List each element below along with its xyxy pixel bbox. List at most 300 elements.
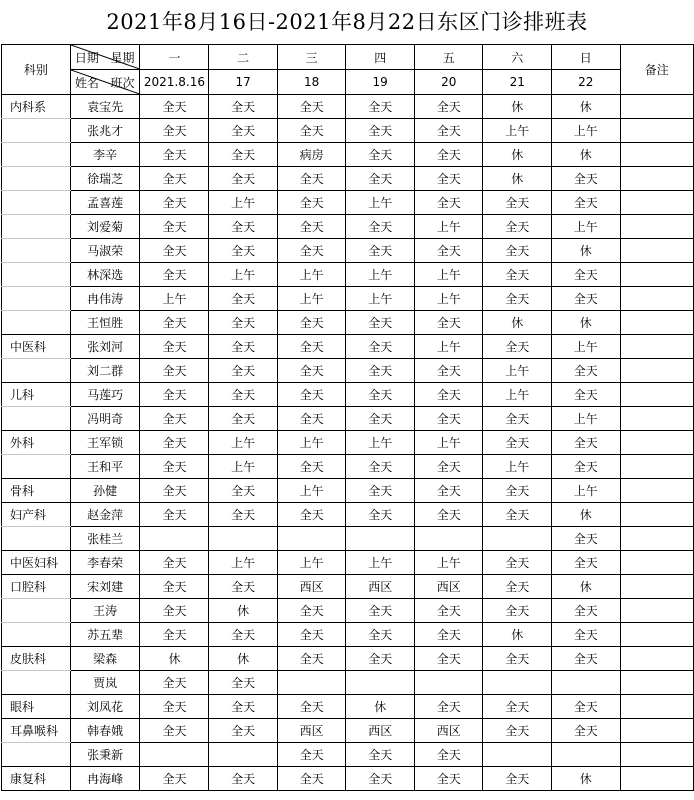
shift-cell: 全天: [140, 431, 209, 455]
shift-cell: 全天: [414, 239, 483, 263]
shift-cell: 全天: [140, 383, 209, 407]
shift-cell: 全天: [209, 335, 278, 359]
table-row: [2, 263, 694, 287]
doctor-name-cell: 李辛: [70, 143, 140, 167]
shift-cell: 全天: [483, 767, 552, 791]
shift-cell: 上午: [209, 455, 278, 479]
shift-cell: 全天: [551, 263, 620, 287]
shift-cell: 全天: [209, 95, 278, 119]
doctor-name-cell: 张兆才: [70, 119, 140, 143]
dept-cell: [2, 215, 71, 239]
shift-cell: 西区: [346, 575, 415, 599]
doctor-name-cell: 宋刘建: [70, 575, 140, 599]
weekday-header: 二: [209, 45, 278, 70]
date-header: 19: [346, 70, 415, 95]
dept-cell: 康复科: [2, 767, 71, 791]
shift-cell: 全天: [414, 455, 483, 479]
shift-cell: 全天: [277, 335, 346, 359]
shift-cell: 全天: [346, 95, 415, 119]
shift-cell: 全天: [483, 695, 552, 719]
shift-cell: [483, 743, 552, 767]
schedule-table: [1, 44, 694, 791]
shift-cell: 上午: [414, 215, 483, 239]
doctor-name-cell: 李春荣: [70, 551, 140, 575]
shift-cell: 全天: [483, 239, 552, 263]
shift-cell: 全天: [140, 95, 209, 119]
shift-cell: 上午: [414, 551, 483, 575]
shift-cell: 全天: [414, 119, 483, 143]
table-row: [2, 719, 694, 743]
notes-cell: [620, 719, 694, 743]
shift-cell: 全天: [483, 263, 552, 287]
table-row: [2, 383, 694, 407]
doctor-name-cell: 梁森: [70, 647, 140, 671]
date-week-corner: [70, 45, 140, 70]
shift-cell: 上午: [551, 119, 620, 143]
shift-cell: 全天: [483, 719, 552, 743]
shift-cell: 休: [483, 167, 552, 191]
shift-cell: 上午: [277, 551, 346, 575]
dept-cell: 耳鼻喉科: [2, 719, 71, 743]
shift-cell: 全天: [277, 191, 346, 215]
shift-cell: 全天: [346, 335, 415, 359]
shift-cell: 上午: [551, 479, 620, 503]
shift-cell: 全天: [346, 599, 415, 623]
weekday-header: 五: [414, 45, 483, 70]
shift-cell: 全天: [209, 503, 278, 527]
shift-cell: 全天: [140, 143, 209, 167]
doctor-name-cell: 林深选: [70, 263, 140, 287]
table-row: [2, 431, 694, 455]
table-row: [2, 167, 694, 191]
shift-cell: [140, 743, 209, 767]
table-row: [2, 623, 694, 647]
doctor-name-cell: 王恒胜: [70, 311, 140, 335]
shift-cell: 全天: [209, 383, 278, 407]
shift-cell: 全天: [140, 575, 209, 599]
shift-cell: 全天: [277, 599, 346, 623]
shift-cell: 上午: [551, 407, 620, 431]
table-row: [2, 767, 694, 791]
shift-cell: 全天: [346, 479, 415, 503]
notes-cell: [620, 623, 694, 647]
dept-cell: 中医科: [2, 335, 71, 359]
shift-cell: 全天: [551, 599, 620, 623]
notes-cell: [620, 95, 694, 119]
shift-cell: 上午: [483, 119, 552, 143]
shift-cell: 休: [551, 503, 620, 527]
shift-cell: 全天: [277, 167, 346, 191]
shift-cell: 全天: [414, 191, 483, 215]
shift-cell: 全天: [277, 695, 346, 719]
date-header: 18: [277, 70, 346, 95]
date-header: 22: [551, 70, 620, 95]
notes-cell: [620, 431, 694, 455]
notes-cell: [620, 191, 694, 215]
shift-cell: 全天: [140, 767, 209, 791]
shift-cell: 全天: [140, 239, 209, 263]
notes-cell: [620, 671, 694, 695]
shift-cell: 上午: [277, 287, 346, 311]
shift-cell: 全天: [346, 647, 415, 671]
shift-cell: 全天: [209, 143, 278, 167]
week-label: 星期: [110, 51, 135, 65]
shift-cell: 全天: [209, 167, 278, 191]
shift-cell: 全天: [414, 311, 483, 335]
shift-cell: 全天: [209, 311, 278, 335]
shift-cell: 上午: [414, 431, 483, 455]
shift-cell: 全天: [414, 743, 483, 767]
dept-cell: 内科系: [2, 95, 71, 119]
notes-cell: [620, 767, 694, 791]
shift-cell: 全天: [140, 551, 209, 575]
shift-cell: 全天: [551, 719, 620, 743]
shift-cell: 全天: [551, 191, 620, 215]
shift-cell: [346, 527, 415, 551]
shift-cell: 全天: [414, 167, 483, 191]
dept-cell: 外科: [2, 431, 71, 455]
table-row: [2, 527, 694, 551]
shift-cell: 全天: [551, 359, 620, 383]
header-row-dates: [2, 70, 694, 95]
shift-cell: 全天: [140, 359, 209, 383]
shift-cell: 全天: [346, 359, 415, 383]
doctor-name-cell: 张秉新: [70, 743, 140, 767]
shift-cell: 休: [551, 311, 620, 335]
shift-cell: [551, 743, 620, 767]
notes-cell: [620, 695, 694, 719]
shift-cell: 西区: [346, 719, 415, 743]
shift-cell: [140, 527, 209, 551]
shift-cell: 休: [551, 575, 620, 599]
dept-cell: [2, 599, 71, 623]
table-row: [2, 599, 694, 623]
shift-cell: 全天: [483, 599, 552, 623]
shift-cell: 上午: [483, 359, 552, 383]
notes-cell: [620, 575, 694, 599]
shift-cell: 全天: [346, 767, 415, 791]
shift-cell: 全天: [414, 143, 483, 167]
shift-cell: 全天: [140, 479, 209, 503]
shift-cell: 全天: [140, 263, 209, 287]
dept-cell: [2, 743, 71, 767]
table-row: [2, 359, 694, 383]
notes-cell: [620, 311, 694, 335]
shift-cell: 全天: [414, 503, 483, 527]
shift-cell: 全天: [551, 287, 620, 311]
table-row: [2, 671, 694, 695]
shift-cell: 全天: [277, 407, 346, 431]
shift-cell: 全天: [346, 743, 415, 767]
shift-cell: [483, 671, 552, 695]
shift-cell: 全天: [483, 647, 552, 671]
dept-cell: [2, 239, 71, 263]
shift-cell: 全天: [483, 287, 552, 311]
table-row: [2, 455, 694, 479]
shift-cell: 全天: [277, 311, 346, 335]
table-row: [2, 575, 694, 599]
notes-cell: [620, 215, 694, 239]
notes-cell: [620, 335, 694, 359]
shift-cell: [277, 527, 346, 551]
shift-cell: 全天: [140, 335, 209, 359]
dept-cell: 中医妇科: [2, 551, 71, 575]
dept-cell: 妇产科: [2, 503, 71, 527]
shift-cell: 上午: [414, 263, 483, 287]
shift-cell: 全天: [277, 455, 346, 479]
shift-cell: 全天: [277, 383, 346, 407]
shift-cell: 全天: [414, 95, 483, 119]
page-title: 2021年8月16日-2021年8月22日东区门诊排班表: [106, 10, 588, 34]
weekday-header: 六: [483, 45, 552, 70]
shift-cell: 上午: [346, 431, 415, 455]
shift-cell: 全天: [346, 383, 415, 407]
doctor-name-cell: 张桂兰: [70, 527, 140, 551]
name-shift-corner: [70, 70, 140, 95]
shift-cell: 全天: [483, 503, 552, 527]
shift-cell: 全天: [209, 119, 278, 143]
shift-cell: 西区: [414, 575, 483, 599]
shift-cell: 全天: [346, 407, 415, 431]
notes-cell: [620, 479, 694, 503]
shift-cell: 休: [551, 95, 620, 119]
shift-cell: 全天: [140, 695, 209, 719]
shift-cell: 全天: [414, 479, 483, 503]
date-header: 2021.8.16: [140, 70, 209, 95]
dept-cell: [2, 311, 71, 335]
notes-cell: [620, 239, 694, 263]
table-row: [2, 143, 694, 167]
doctor-name-cell: 孙健: [70, 479, 140, 503]
shift-cell: 上午: [277, 263, 346, 287]
dept-cell: [2, 143, 71, 167]
shift-cell: 全天: [140, 623, 209, 647]
doctor-name-cell: 刘二群: [70, 359, 140, 383]
shift-cell: 全天: [551, 647, 620, 671]
shift-cell: 全天: [209, 695, 278, 719]
dept-cell: 眼科: [2, 695, 71, 719]
dept-cell: [2, 359, 71, 383]
shift-cell: 全天: [140, 407, 209, 431]
shift-cell: 全天: [209, 407, 278, 431]
notes-cell: [620, 647, 694, 671]
shift-cell: 全天: [414, 623, 483, 647]
shift-cell: 全天: [209, 719, 278, 743]
shift-cell: 全天: [414, 695, 483, 719]
shift-cell: [346, 671, 415, 695]
shift-cell: 上午: [346, 551, 415, 575]
shift-cell: 休: [483, 143, 552, 167]
shift-cell: 全天: [551, 527, 620, 551]
shift-cell: 全天: [551, 623, 620, 647]
notes-cell: [620, 167, 694, 191]
dept-cell: [2, 527, 71, 551]
shift-cell: 休: [551, 239, 620, 263]
shift-cell: 上午: [551, 335, 620, 359]
doctor-name-cell: 王军锁: [70, 431, 140, 455]
notes-header: 备注: [620, 45, 694, 95]
shift-cell: 全天: [414, 767, 483, 791]
shift-cell: 上午: [277, 431, 346, 455]
shift-cell: 全天: [551, 383, 620, 407]
dept-cell: [2, 263, 71, 287]
shift-cell: 全天: [277, 239, 346, 263]
shift-cell: 全天: [140, 455, 209, 479]
table-row: [2, 119, 694, 143]
shift-cell: 全天: [483, 407, 552, 431]
doctor-name-cell: 冉伟涛: [70, 287, 140, 311]
shift-cell: 全天: [346, 167, 415, 191]
table-row: [2, 407, 694, 431]
shift-cell: 全天: [140, 503, 209, 527]
dept-cell: 口腔科: [2, 575, 71, 599]
weekday-header: 日: [551, 45, 620, 70]
doctor-name-cell: 马莲巧: [70, 383, 140, 407]
shift-cell: 上午: [414, 287, 483, 311]
shift-cell: 全天: [414, 383, 483, 407]
shift-cell: 全天: [140, 671, 209, 695]
doctor-name-cell: 孟喜莲: [70, 191, 140, 215]
dept-cell: [2, 623, 71, 647]
table-row: [2, 287, 694, 311]
shift-cell: 全天: [551, 167, 620, 191]
notes-cell: [620, 551, 694, 575]
weekday-header: 一: [140, 45, 209, 70]
shift-cell: 全天: [140, 215, 209, 239]
shift-cell: 全天: [346, 455, 415, 479]
doctor-name-cell: 苏五辈: [70, 623, 140, 647]
shift-cell: 全天: [483, 191, 552, 215]
shift-cell: 全天: [551, 551, 620, 575]
table-row: [2, 95, 694, 119]
shift-cell: 全天: [277, 95, 346, 119]
shift-cell: 休: [483, 623, 552, 647]
notes-cell: [620, 287, 694, 311]
shift-cell: 全天: [483, 431, 552, 455]
notes-cell: [620, 407, 694, 431]
shift-cell: 全天: [277, 623, 346, 647]
dept-cell: 骨科: [2, 479, 71, 503]
shift-cell: 全天: [209, 215, 278, 239]
shift-cell: 全天: [277, 119, 346, 143]
doctor-name-cell: 马淑荣: [70, 239, 140, 263]
shift-cell: 全天: [140, 167, 209, 191]
doctor-name-cell: 韩春娥: [70, 719, 140, 743]
table-row: [2, 215, 694, 239]
shift-cell: 全天: [277, 359, 346, 383]
shift-cell: 全天: [140, 119, 209, 143]
shift-cell: 全天: [209, 671, 278, 695]
doctor-name-cell: 刘爱菊: [70, 215, 140, 239]
shift-cell: 休: [346, 695, 415, 719]
shift-cell: 全天: [277, 215, 346, 239]
shift-cell: [209, 527, 278, 551]
shift-cell: 上午: [346, 191, 415, 215]
shift-cell: 全天: [346, 503, 415, 527]
shift-cell: [414, 527, 483, 551]
shift-cell: 全天: [551, 431, 620, 455]
dept-cell: [2, 287, 71, 311]
doctor-name-cell: 刘凤花: [70, 695, 140, 719]
table-row: [2, 695, 694, 719]
dept-cell: [2, 191, 71, 215]
shift-cell: 全天: [140, 599, 209, 623]
doctor-name-cell: 冯明奇: [70, 407, 140, 431]
shift-cell: 全天: [414, 359, 483, 383]
table-row: [2, 311, 694, 335]
table-row: [2, 743, 694, 767]
shift-cell: 休: [209, 647, 278, 671]
shift-cell: 全天: [346, 239, 415, 263]
shift-cell: 全天: [346, 119, 415, 143]
shift-cell: 全天: [209, 767, 278, 791]
table-row: [2, 335, 694, 359]
weekday-header: 三: [277, 45, 346, 70]
shift-cell: 休: [551, 143, 620, 167]
shift-cell: 上午: [551, 215, 620, 239]
dept-cell: [2, 671, 71, 695]
shift-cell: 全天: [346, 623, 415, 647]
shift-cell: 全天: [140, 311, 209, 335]
shift-cell: 全天: [209, 479, 278, 503]
name-label: 姓名: [74, 76, 99, 90]
shift-cell: 西区: [277, 575, 346, 599]
shift-cell: [277, 671, 346, 695]
shift-cell: 全天: [209, 575, 278, 599]
shift-cell: 全天: [209, 239, 278, 263]
shift-cell: 全天: [346, 311, 415, 335]
dept-cell: [2, 167, 71, 191]
dept-cell: 皮肤科: [2, 647, 71, 671]
shift-cell: 全天: [140, 719, 209, 743]
shift-cell: 病房: [277, 143, 346, 167]
shift-cell: 全天: [483, 335, 552, 359]
weekday-header: 四: [346, 45, 415, 70]
date-header: 17: [209, 70, 278, 95]
table-row: [2, 191, 694, 215]
shift-cell: 休: [551, 767, 620, 791]
shift-cell: 全天: [209, 287, 278, 311]
dept-cell: [2, 119, 71, 143]
shift-cell: [551, 671, 620, 695]
doctor-name-cell: 贾岚: [70, 671, 140, 695]
shift-cell: 全天: [277, 503, 346, 527]
shift-cell: 上午: [483, 383, 552, 407]
shift-cell: 上午: [277, 479, 346, 503]
doctor-name-cell: 袁宝先: [70, 95, 140, 119]
table-row: [2, 647, 694, 671]
header-row-weekdays: [2, 45, 694, 70]
date-header: 20: [414, 70, 483, 95]
doctor-name-cell: 徐瑞芝: [70, 167, 140, 191]
shift-cell: 全天: [414, 407, 483, 431]
dept-cell: [2, 407, 71, 431]
notes-cell: [620, 599, 694, 623]
date-label: 日期: [74, 51, 99, 65]
shift-cell: 全天: [209, 623, 278, 647]
table-row: [2, 551, 694, 575]
table-row: [2, 239, 694, 263]
shift-cell: 西区: [414, 719, 483, 743]
shift-cell: 上午: [346, 263, 415, 287]
shift-cell: 全天: [140, 191, 209, 215]
shift-cell: 全天: [414, 647, 483, 671]
notes-cell: [620, 527, 694, 551]
dept-header: 科别: [2, 45, 71, 95]
notes-cell: [620, 119, 694, 143]
shift-cell: 全天: [346, 143, 415, 167]
shift-cell: 全天: [483, 215, 552, 239]
